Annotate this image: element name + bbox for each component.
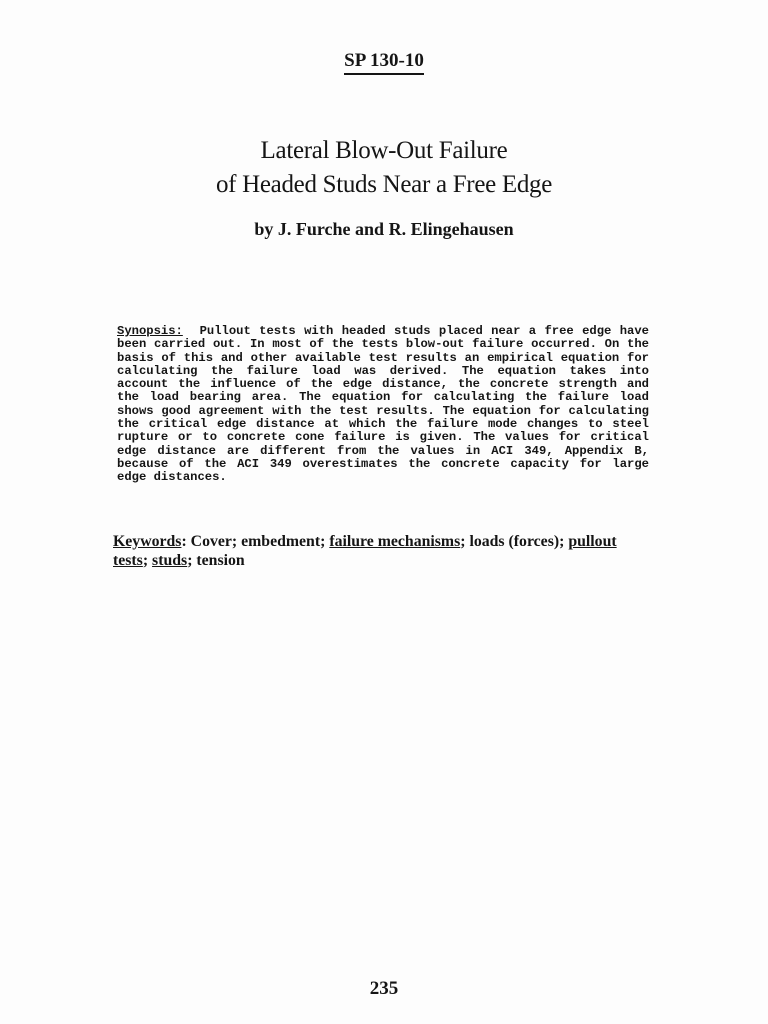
keyword-item: embedment [241,533,321,550]
synopsis-paragraph [117,325,649,485]
paper-title [0,134,768,202]
keyword-item: failure mechanisms [329,533,461,550]
synopsis-label: Synopsis: [117,324,183,338]
paper-id-text: SP 130-10 [344,51,424,75]
keyword-item: tension [196,552,245,569]
keyword-item: pullout tests [113,533,617,569]
synopsis-text: Pullout tests with headed studs placed near a free edge have been carried out. In most of the tests blow-out failure occurred. On the basis of this and other available test results an empirical equation for calculating the failure load was derived. The equation takes into account the influence of the edge distance, the concrete strength and the load bearing area. The equation for calculating the failure load shows good agreement with the test results. The equation for calculating the critical edge distance at which the failure mode changes to steel rupture or to concrete cone failure is given. The values for critical edge distance are different from the values in ACI 349, Appendix B, because of the ACI 349 overestimates the concrete capacity for large edge distances. [117,324,649,485]
keyword-item: loads (forces) [469,533,560,550]
page-number: 235 [369,978,399,999]
keywords-list: Cover; embedment; failure mechanisms; loads (forces); pullout tests; studs; tension [113,533,617,569]
author-byline: by J. Furche and R. Elingehausen [254,219,514,239]
paper-id [0,50,768,75]
keyword-item: Cover [190,533,232,550]
keywords-label: Keywords [113,533,182,550]
paper-title-line-1: Lateral Blow-Out Failure [260,137,508,164]
keyword-item: studs [152,552,188,569]
keywords-paragraph: Keywords: Cover; embedment; failure mechanisms; loads (forces); pullout tests; studs; tension [113,533,617,569]
paper-title-line-2: of Headed Studs Near a Free Edge [215,171,553,198]
